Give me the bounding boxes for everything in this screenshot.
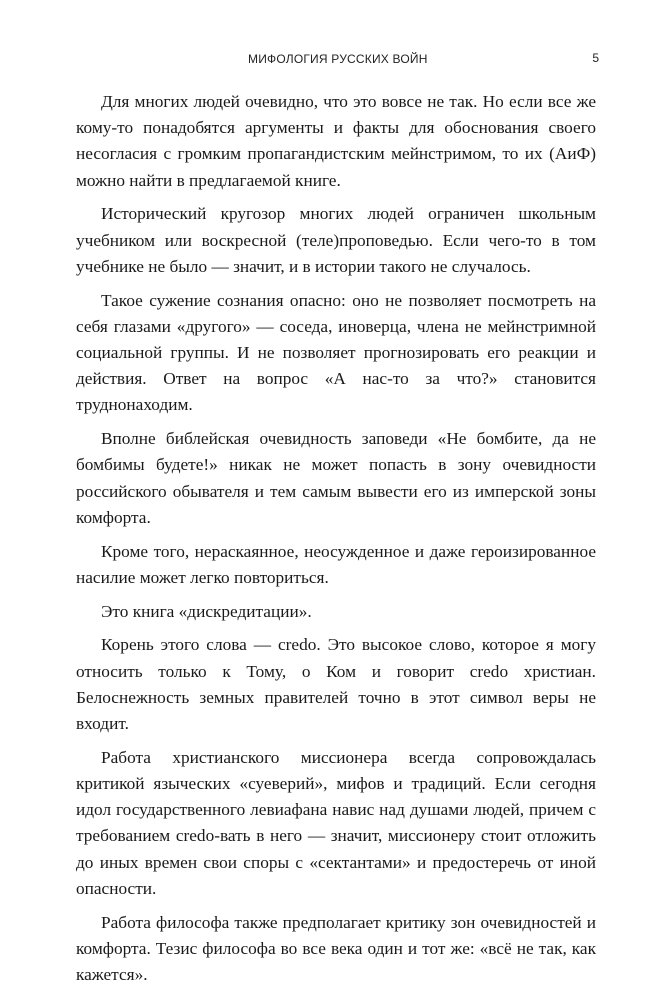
paragraph: Это книга «дискредитации». [101, 601, 312, 621]
body-text [76, 89, 596, 996]
page-number: 5 [592, 51, 599, 65]
paragraph: Для многих людей очевидно, что это вовсе не так. Но если все же кому-то понадобятся аргументы и факты для обоснования своего несогласия с громким пропагандистским мейнстримом, то их (АиФ) можно найти в предлагаемой книге. [76, 92, 596, 190]
paragraph: Такое сужение сознания опасно: оно не позволяет посмотреть на себя глазами «другого» — соседа, иноверца, члена не мейнстримной социальной группы. И не позволяет прогнозировать его реакции и действия. Ответ на вопрос «А нас-то за что?» становится труднонаходим. [76, 290, 596, 415]
running-title: МИФОЛОГИЯ РУССКИХ ВОЙН [248, 52, 428, 66]
paragraph: Корень этого слова — credo. Это высокое слово, которое я могу относить только к Тому, о Ком и говорит credo христиан. Белоснежность земных правителей точно в этот символ веры не входит. [76, 635, 596, 734]
paragraph: Исторический кругозор многих людей ограничен школьным учебником или воскресной (теле)проповедью. Если чего-то в том учебнике не было — значит, и в истории такого не случалось. [76, 204, 596, 276]
paragraph: Кроме того, нераскаянное, неосужденное и даже героизированное насилие может легко повториться. [76, 541, 596, 587]
paragraph: Вполне библейская очевидность заповеди «Не бомбите, да не бомбимы будете!» никак не может попасть в зону очевидности российского обывателя и тем самым вывести его из имперской зоны комфорта. [76, 429, 596, 527]
paragraph: Работа философа также предполагает критику зон очевидностей и комфорта. Тезис философа во все века один и тот же: «всё не так, как кажется». [76, 912, 596, 985]
paragraph: Работа христианского миссионера всегда сопровождалась критикой языческих «суеверий», мифов и традиций. Если сегодня идол государственного левиафана навис над душами людей, причем с требованием credo-вать в него — значит, миссионеру стоит отложить до иных времен свои споры с «сектантами» и предостеречь от иной опасности. [76, 747, 596, 898]
